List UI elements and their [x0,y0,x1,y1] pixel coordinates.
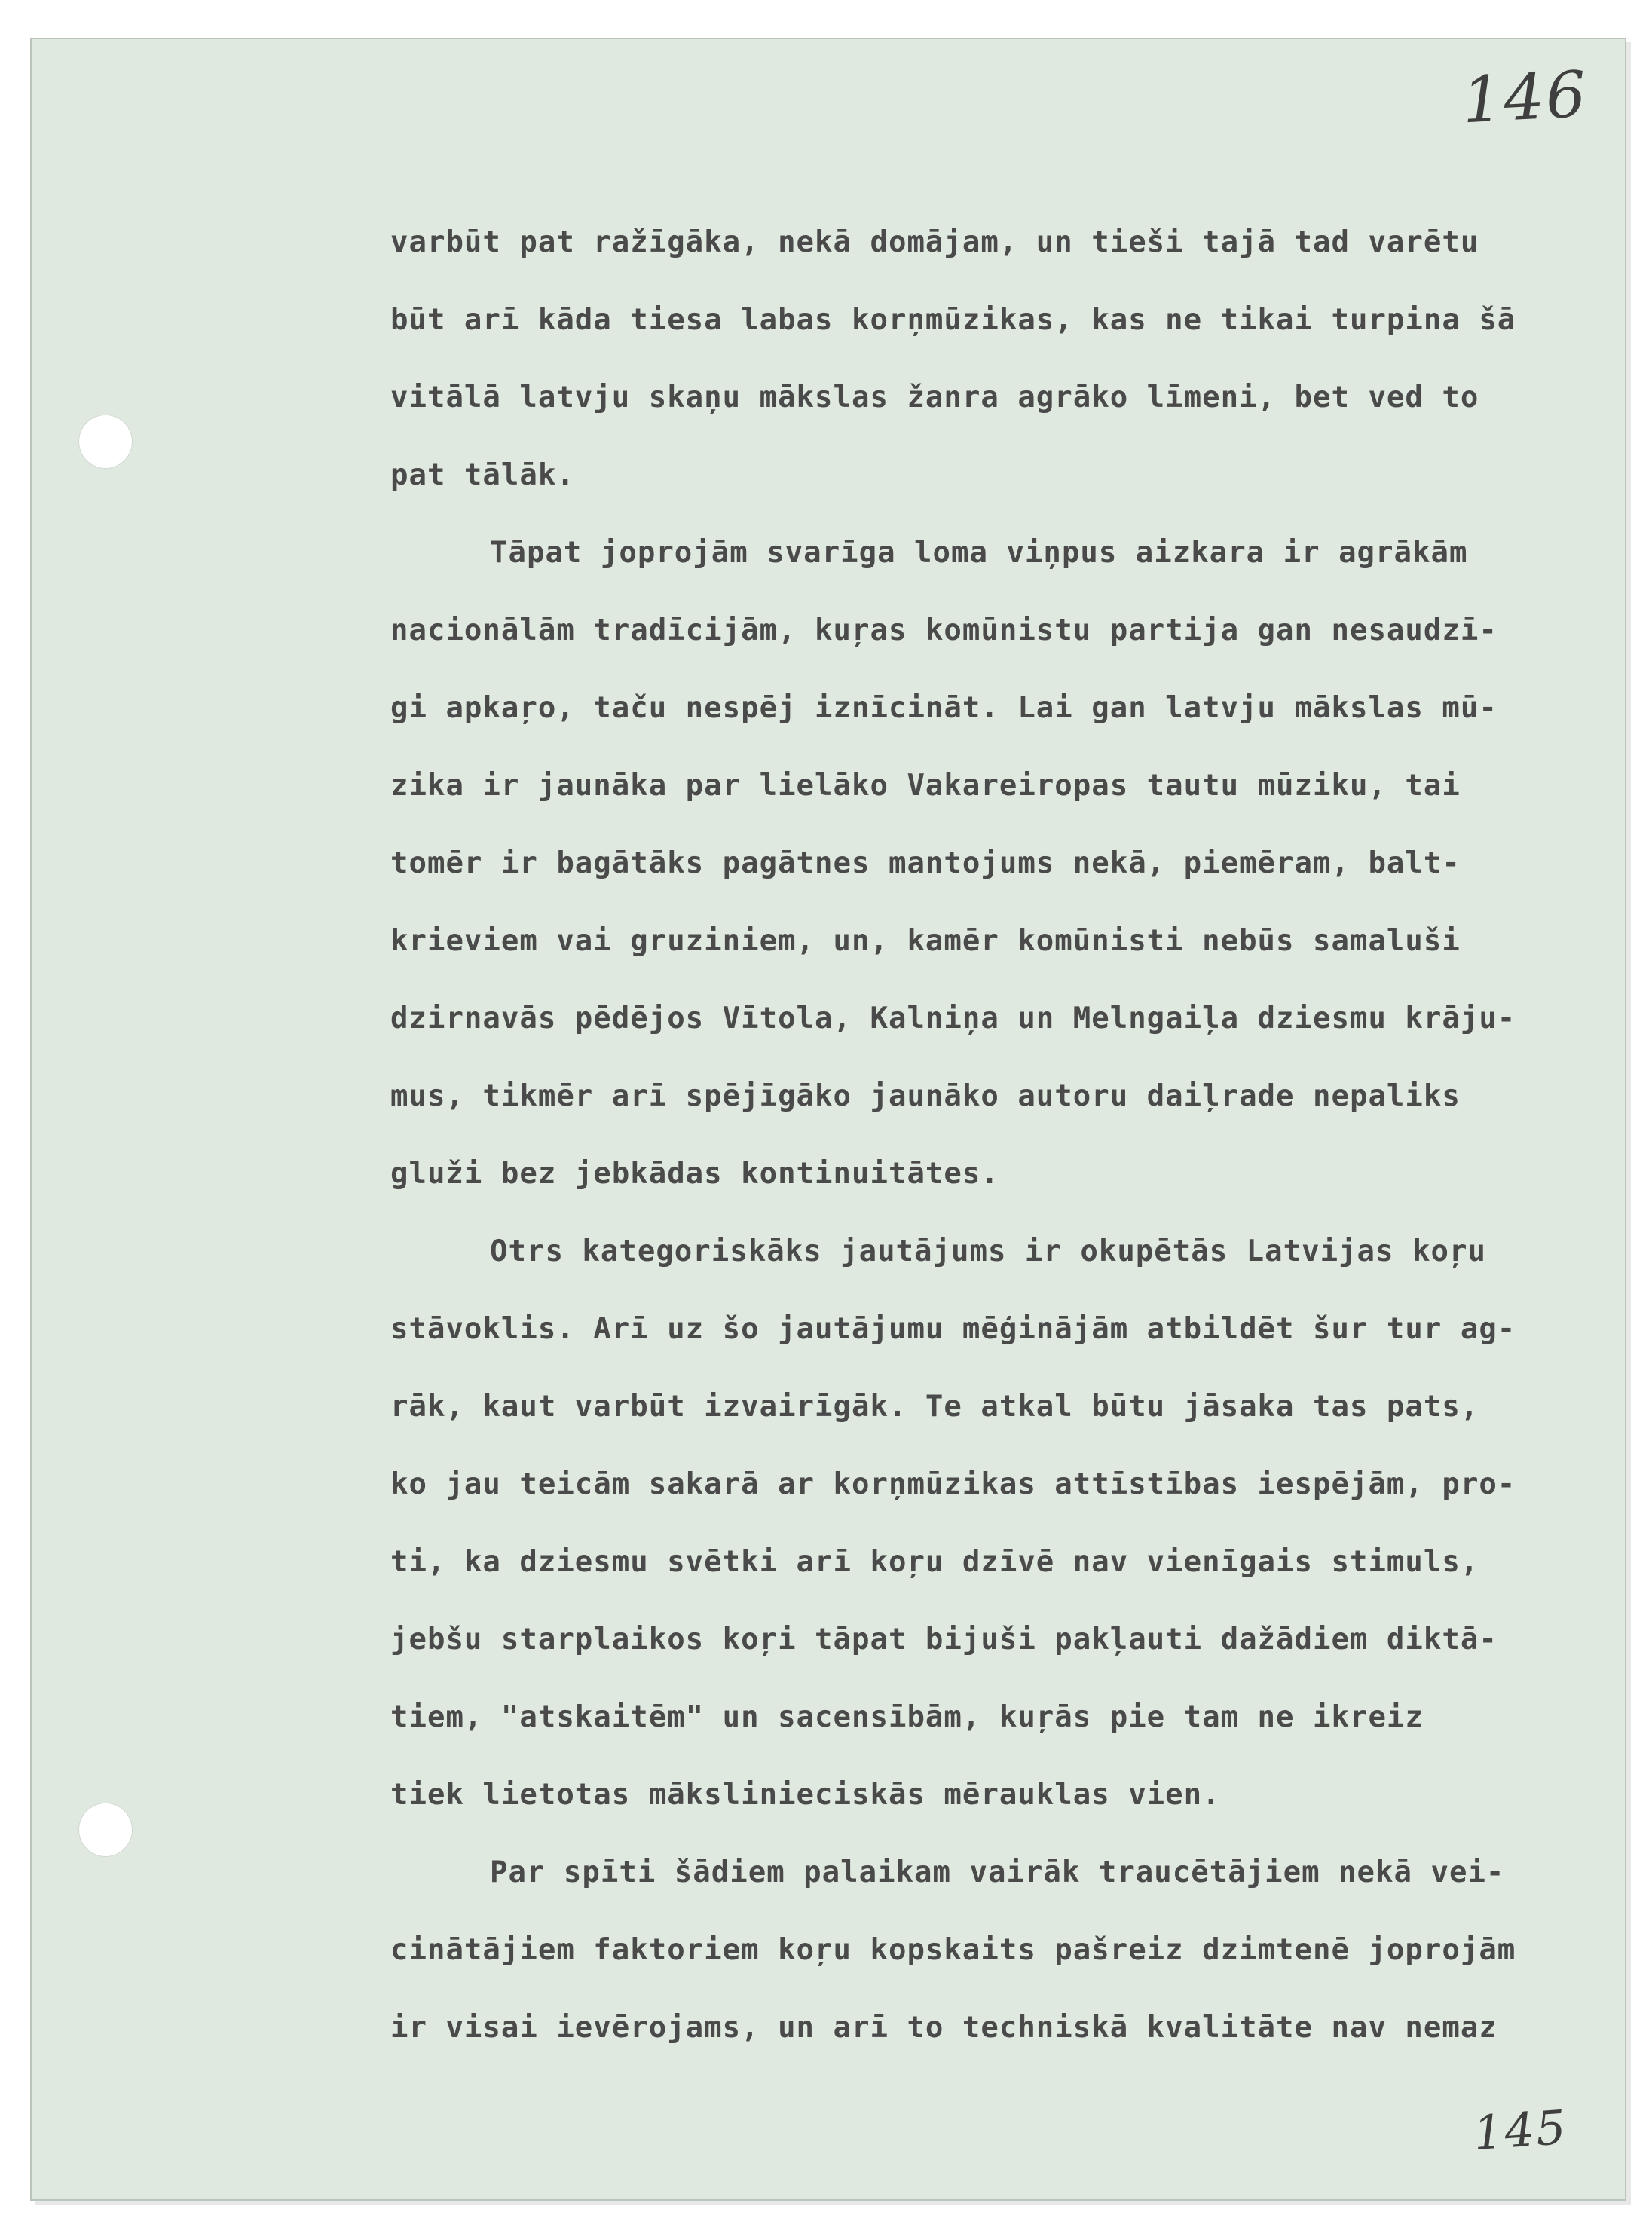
text-line: rāk, kaut varbūt izvairīgāk. Te atkal būtu jāsaka tas pats, [390,1390,1479,1424]
handwritten-page-number-bottom: 145 [1471,2099,1569,2161]
text-line: krieviem vai gruziniem, un, kamēr komūnisti nebūs samaluši [390,924,1461,958]
text-line: Otrs kategoriskāks jautājums ir okupētās Latvijas koŗu [490,1234,1486,1268]
handwritten-page-number-top: 146 [1460,57,1589,138]
text-line: jebšu starplaikos koŗi tāpat bijuši pakļauti dažādiem diktā- [390,1623,1498,1656]
text-line: vitālā latvju skaņu mākslas žanra agrāko līmeni, bet ved to [390,381,1479,415]
paragraph [390,203,1589,514]
text-line: zika ir jaunāka par lielāko Vakareiropas tautu mūziku, tai [390,769,1461,803]
paragraph [390,514,1589,1213]
text-line: varbūt pat ražīgāka, nekā domājam, un tieši tajā tad varētu [390,225,1479,259]
text-line: gluži bez jebkādas kontinuitātes. [390,1157,999,1191]
text-line: būt arī kāda tiesa labas korņmūzikas, kas ne tikai turpina šā [390,303,1516,337]
text-line: mus, tikmēr arī spējīgāko jaunāko autoru daiļrade nepaliks [390,1079,1461,1113]
text-line: pat tālāk. [390,458,575,492]
text-line: ir visai ievērojams, un arī to techniskā kvalitāte nav nemaz [390,2011,1498,2045]
typewritten-body-text [390,203,1589,2066]
text-line: Par spīti šādiem palaikam vairāk traucētājiem nekā vei- [490,1855,1505,1889]
text-line: cinātājiem faktoriem koŗu kopskaits pašreiz dzimtenē joprojām [390,1933,1516,1967]
text-line: Tāpat joprojām svarīga loma viņpus aizkara ir agrākām [490,536,1468,570]
punch-hole-bottom [78,1803,133,1857]
text-line: gi apkaŗo, taču nespēj iznīcināt. Lai gan latvju mākslas mū- [390,691,1498,725]
text-line: ko jau teicām sakarā ar korņmūzikas attīstības iespējām, pro- [390,1467,1516,1501]
paragraph [390,1213,1589,1834]
text-line: ti, ka dziesmu svētki arī koŗu dzīvē nav vienīgais stimuls, [390,1545,1479,1579]
text-line: nacionālām tradīcijām, kuŗas komūnistu partija gan nesaudzī- [390,613,1498,647]
text-line: tiem, "atskaitēm" un sacensībām, kuŗās pie tam ne ikreiz [390,1700,1424,1734]
text-line: stāvoklis. Arī uz šo jautājumu mēģinājām atbildēt šur tur ag- [390,1312,1516,1346]
paragraph [390,1834,1589,2066]
text-line: tomēr ir bagātāks pagātnes mantojums nekā, piemēram, balt- [390,846,1461,880]
text-line: dzirnavās pēdējos Vītola, Kalniņa un Melngaiļa dziesmu krāju- [390,1002,1516,1035]
punch-hole-top [78,415,133,469]
text-line: tiek lietotas mākslinieciskās mērauklas vien. [390,1778,1221,1812]
